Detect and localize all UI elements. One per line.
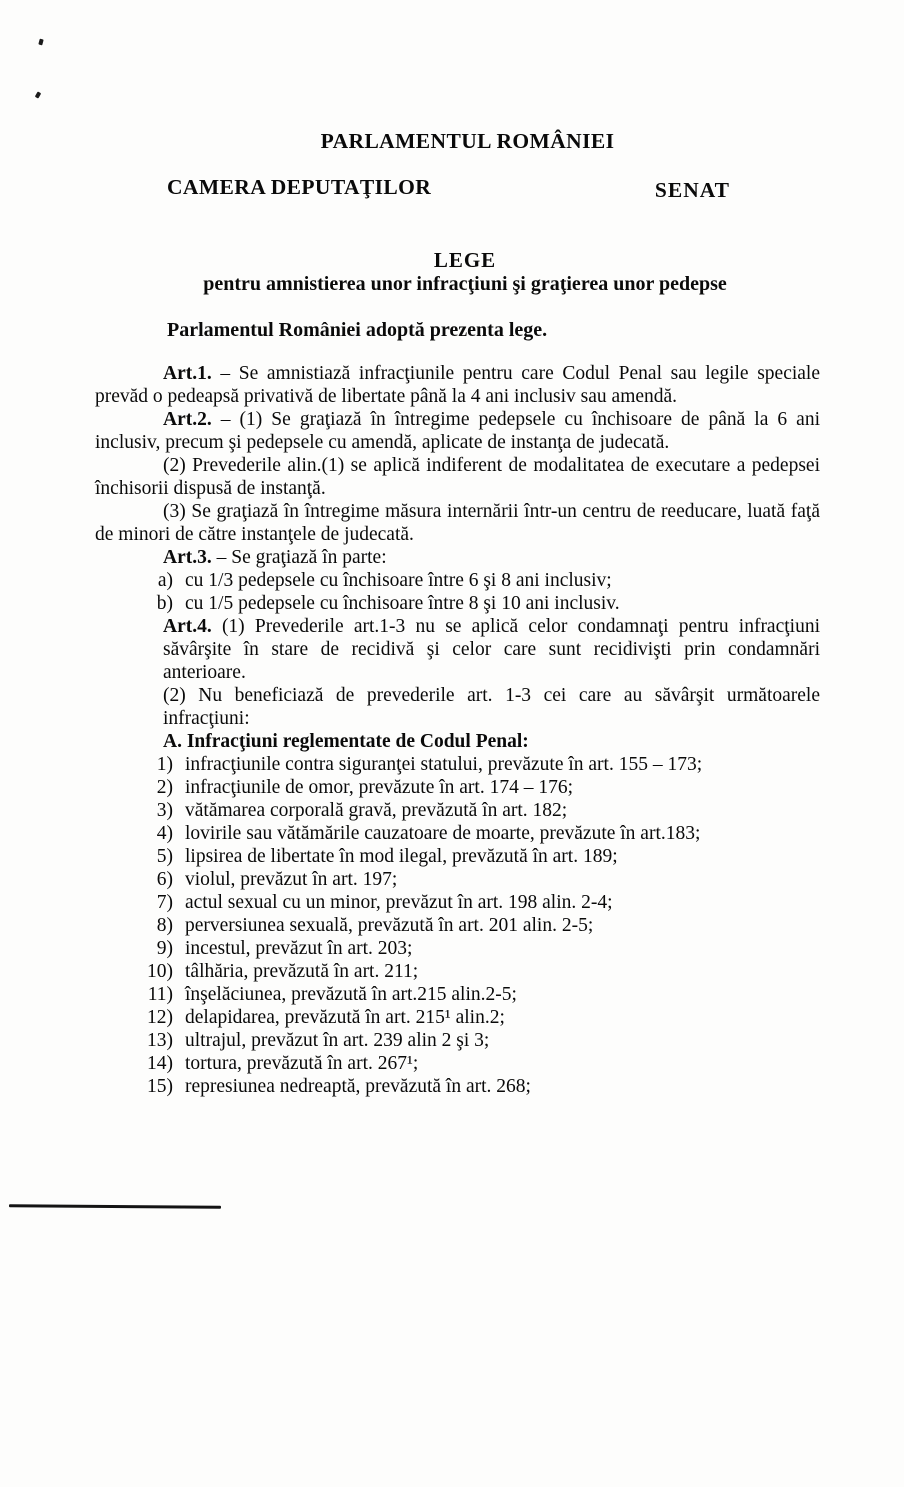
item-text: tâlhăria, prevăzută în art. 211; — [185, 961, 419, 982]
item-marker: 5) — [156, 846, 173, 867]
list-item — [95, 845, 820, 868]
scan-speck — [35, 91, 41, 98]
item-marker: 14) — [147, 1053, 173, 1074]
paragraph-art4-alin2 — [163, 684, 820, 730]
list-item-a — [95, 569, 820, 592]
list-item — [95, 891, 820, 914]
item-text: lovirile sau vătămările cauzatoare de moarte, prevăzute în art.183; — [185, 823, 701, 844]
item-marker: 3) — [156, 800, 173, 821]
item-marker: a) — [157, 570, 173, 591]
list-item — [95, 983, 820, 1006]
item-text: tortura, prevăzută în art. 267¹; — [185, 1053, 419, 1074]
item-text: vătămarea corporală gravă, prevăzută în art. 182; — [185, 800, 568, 821]
paragraph-text: (2) Nu beneficiază de prevederile art. 1-3 cei care au săvârşit următoarele infracţiuni: — [163, 685, 820, 729]
item-marker: 10) — [147, 961, 173, 982]
paragraph-text: – (1) Se graţiază în întregime pedepsele cu închisoare de până la 6 ani inclusiv, precum şi pedepsele cu amendă, aplicate de instanţa de judecată. — [95, 409, 820, 453]
list-item — [95, 960, 820, 983]
list-item — [95, 868, 820, 891]
item-text: infracţiunile contra siguranţei statului, prevăzute în art. 155 – 173; — [185, 754, 703, 775]
list-item — [95, 776, 820, 799]
parliament-title: PARLAMENTUL ROMÂNIEI — [320, 129, 615, 153]
list-item — [95, 799, 820, 822]
item-text: ultrajul, prevăzut în art. 239 alin 2 şi 3; — [185, 1030, 490, 1051]
chamber-left-label: CAMERA DEPUTAŢILOR — [167, 175, 432, 199]
paragraph-art2-alin2 — [95, 454, 820, 500]
item-marker: 8) — [156, 915, 173, 936]
paragraph-art4-alin1 — [163, 615, 820, 684]
law-subtitle: pentru amnistierea unor infracţiuni şi graţierea unor pedepse — [203, 273, 727, 295]
item-text: incestul, prevăzut în art. 203; — [185, 938, 413, 959]
item-marker: 7) — [156, 892, 173, 913]
article-label: Art.3. — [163, 547, 212, 568]
item-marker: 11) — [147, 984, 173, 1005]
item-marker: 6) — [156, 869, 173, 890]
item-text: represiunea nedreaptă, prevăzută în art. 268; — [185, 1076, 531, 1097]
article-label: Art.2. — [163, 409, 212, 430]
item-marker: 9) — [156, 938, 173, 959]
law-body — [95, 362, 820, 1098]
paragraph-text: (1) Prevederile art.1-3 nu se aplică celor condamnaţi pentru infracţiuni săvârşite în stare de recidivă şi celor care sunt recidivişti prin condamnări anterioare. — [163, 616, 820, 683]
paragraph-art1 — [95, 362, 820, 408]
paragraph-text: (3) Se graţiază în întregime măsura internării într-un centru de reeducare, luată faţă de minori de către instanţele de judecată. — [95, 501, 820, 545]
item-marker: 12) — [147, 1007, 173, 1028]
list-item — [95, 914, 820, 937]
chamber-right-label: SENAT — [654, 178, 730, 202]
item-marker: 15) — [147, 1076, 173, 1097]
adoption-clause: Parlamentul României adoptă prezenta lege. — [167, 319, 548, 341]
list-item — [95, 1029, 820, 1052]
list-item — [95, 937, 820, 960]
item-text: violul, prevăzut în art. 197; — [185, 869, 398, 890]
page-content — [95, 0, 820, 1098]
chambers-row — [95, 175, 820, 202]
paragraph-text: – Se graţiază în parte: — [216, 547, 387, 568]
item-marker: 13) — [147, 1030, 173, 1051]
list-item — [95, 1075, 820, 1098]
list-item — [95, 753, 820, 776]
item-text: actul sexual cu un minor, prevăzut în art. 198 alin. 2-4; — [185, 892, 613, 913]
item-marker: 1) — [156, 754, 173, 775]
paragraph-text: (2) Prevederile alin.(1) se aplică indiferent de modalitatea de executare a pedepsei închisorii dispusă de instanţă. — [95, 455, 820, 499]
paragraph-text: – Se amnistiază infracţiunile pentru care Codul Penal sau legile speciale prevăd o pedeapsă privativă de libertate până la 4 ani inclusiv sau amendă. — [95, 363, 821, 407]
item-text: delapidarea, prevăzută în art. 215¹ alin.2; — [185, 1007, 505, 1028]
item-text: infracţiunile de omor, prevăzute în art. 174 – 176; — [185, 777, 574, 798]
list-item — [95, 1052, 820, 1075]
item-text: lipsirea de libertate în mod ilegal, prevăzută în art. 189; — [185, 846, 618, 867]
section-a-heading: A. Infracţiuni reglementate de Codul Penal: — [163, 731, 529, 752]
paragraph-art2-alin1 — [95, 408, 820, 454]
article-label: Art.4. — [163, 616, 212, 637]
footnote-rule — [9, 1204, 221, 1208]
scan-speck — [38, 39, 43, 46]
item-text: înşelăciunea, prevăzută în art.215 alin.2-5; — [185, 984, 517, 1005]
article-label: Art.1. — [163, 363, 212, 384]
law-title: LEGE — [433, 248, 497, 272]
list-item-b — [95, 592, 820, 615]
item-text: cu 1/5 pedepsele cu închisoare între 8 şi 10 ani inclusiv. — [185, 593, 620, 614]
list-item — [95, 822, 820, 845]
list-item — [95, 1006, 820, 1029]
paragraph-art2-alin3 — [95, 500, 820, 546]
item-marker: 2) — [156, 777, 173, 798]
paragraph-art3 — [95, 546, 820, 569]
item-text: perversiunea sexuală, prevăzută în art. 201 alin. 2-5; — [185, 915, 594, 936]
item-marker: b) — [156, 593, 173, 614]
item-text: cu 1/3 pedepsele cu închisoare între 6 şi 8 ani inclusiv; — [185, 570, 612, 591]
item-marker: 4) — [156, 823, 173, 844]
